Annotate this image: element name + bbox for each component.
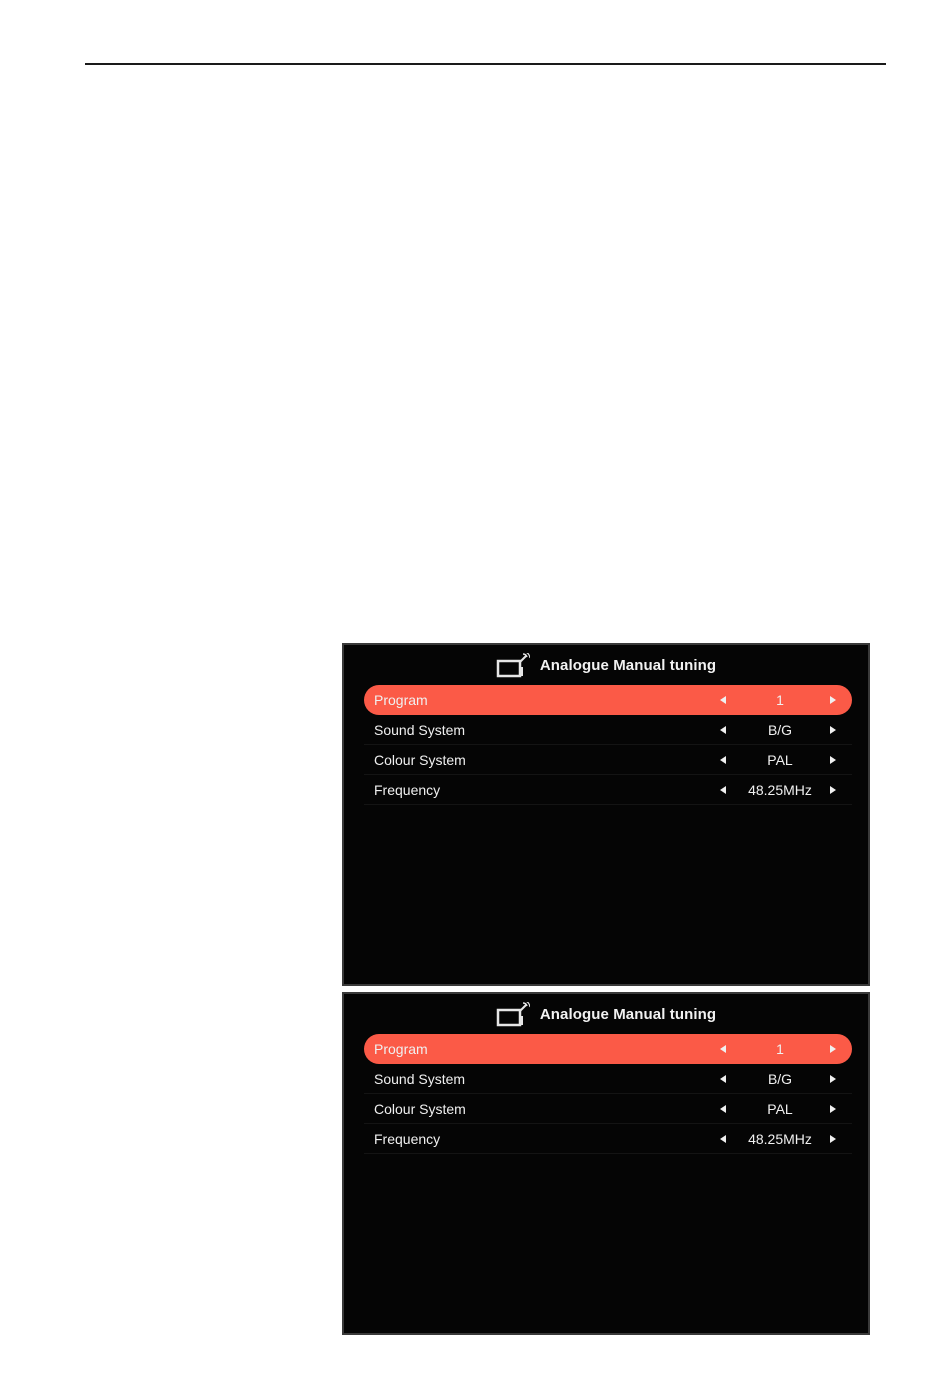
menu-row-label: Sound System — [374, 1070, 466, 1087]
arrow-left-icon[interactable] — [720, 1075, 726, 1083]
menu-row-value: 1 — [776, 1041, 784, 1057]
screen-header — [344, 645, 868, 685]
menu-row-colour-system[interactable] — [364, 1094, 852, 1124]
tuning-menu — [364, 685, 852, 805]
tv-antenna-icon — [496, 1002, 530, 1028]
menu-row-label: Program — [374, 692, 428, 708]
menu-row-value: 48.25MHz — [748, 781, 812, 798]
page-top-rule — [85, 63, 886, 65]
menu-row-value: 48.25MHz — [748, 1130, 812, 1147]
arrow-right-icon[interactable] — [830, 696, 836, 704]
menu-row-program[interactable] — [364, 1034, 852, 1064]
tuning-menu — [364, 1034, 852, 1154]
arrow-left-icon[interactable] — [720, 726, 726, 734]
arrow-right-icon[interactable] — [830, 1075, 836, 1083]
arrow-left-icon[interactable] — [720, 786, 726, 794]
menu-row-program[interactable] — [364, 685, 852, 715]
menu-row-label: Colour System — [374, 751, 466, 768]
menu-row-colour-system[interactable] — [364, 745, 852, 775]
arrow-left-icon[interactable] — [720, 756, 726, 764]
arrow-right-icon[interactable] — [830, 1105, 836, 1113]
screen-title: Analogue Manual tuning — [539, 1005, 717, 1023]
tuning-screen-1 — [342, 643, 870, 986]
menu-row-value: PAL — [767, 1100, 793, 1117]
menu-row-label: Frequency — [374, 1130, 441, 1147]
tuning-screen-2 — [342, 992, 870, 1335]
arrow-left-icon[interactable] — [720, 1105, 726, 1113]
arrow-left-icon[interactable] — [720, 1135, 726, 1143]
menu-row-value: B/G — [767, 1070, 793, 1087]
menu-row-sound-system[interactable] — [364, 715, 852, 745]
arrow-left-icon[interactable] — [720, 1045, 726, 1053]
menu-row-value: B/G — [767, 721, 793, 738]
menu-row-value: PAL — [767, 751, 793, 768]
menu-row-label: Frequency — [374, 781, 441, 798]
arrow-left-icon[interactable] — [720, 696, 726, 704]
arrow-right-icon[interactable] — [830, 1045, 836, 1053]
menu-row-sound-system[interactable] — [364, 1064, 852, 1094]
tv-antenna-icon — [496, 653, 530, 679]
menu-row-label: Sound System — [374, 721, 466, 738]
arrow-right-icon[interactable] — [830, 726, 836, 734]
menu-row-frequency[interactable] — [364, 1124, 852, 1154]
arrow-right-icon[interactable] — [830, 786, 836, 794]
menu-row-label: Program — [374, 1041, 428, 1057]
arrow-right-icon[interactable] — [830, 756, 836, 764]
screen-header — [344, 994, 868, 1034]
arrow-right-icon[interactable] — [830, 1135, 836, 1143]
menu-row-label: Colour System — [374, 1100, 466, 1117]
menu-row-frequency[interactable] — [364, 775, 852, 805]
screen-title: Analogue Manual tuning — [539, 656, 717, 674]
menu-row-value: 1 — [776, 692, 784, 708]
